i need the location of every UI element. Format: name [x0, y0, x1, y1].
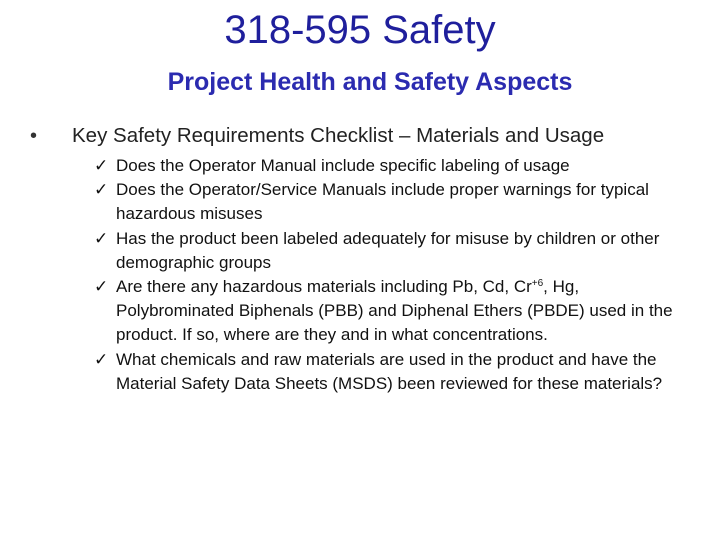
hazmat-text-start: Are there any hazardous materials including Pb, Cd, Cr: [116, 277, 532, 297]
main-bullet-text: Key Safety Requirements Checklist – Materials and Usage: [72, 124, 605, 147]
checklist-item-text: [116, 275, 676, 348]
slide-subtitle: Project Health and Safety Aspects: [167, 68, 573, 96]
checklist-item: [94, 154, 690, 178]
slide-content: [30, 122, 690, 396]
hazmat-text-end: , Hg, Polybrominated Biphenals (PBB) and Diphenal Ethers (PBDE) used in the product. If so, where are they and in what concentrations.: [116, 277, 673, 345]
bullet-icon: •: [30, 125, 38, 147]
checklist-item-text: What chemicals and raw materials are used in the product and have the Material Safety Data Sheets (MSDS) been reviewed for these materials?: [116, 349, 663, 393]
checklist-item-text: Does the Operator Manual include specific labeling of usage: [116, 156, 570, 175]
check-icon: ✓: [94, 228, 109, 248]
checklist-item: [94, 227, 690, 275]
checklist-item-text: Has the product been labeled adequately for misuse by children or other demographic groups: [116, 228, 660, 272]
check-icon: ✓: [94, 180, 109, 200]
check-icon: ✓: [94, 277, 109, 297]
checklist-item: [94, 348, 690, 396]
checklist-item-text: Does the Operator/Service Manuals include proper warnings for typical hazardous misuses: [116, 180, 649, 224]
check-icon: ✓: [94, 156, 109, 175]
slide-title: 318-595 Safety: [224, 8, 496, 52]
checklist: [94, 154, 690, 396]
checklist-item: [94, 275, 690, 348]
main-bullet: [30, 122, 690, 150]
chromium-superscript: +6: [531, 278, 544, 290]
checklist-item: [94, 178, 690, 226]
check-icon: ✓: [94, 349, 109, 369]
